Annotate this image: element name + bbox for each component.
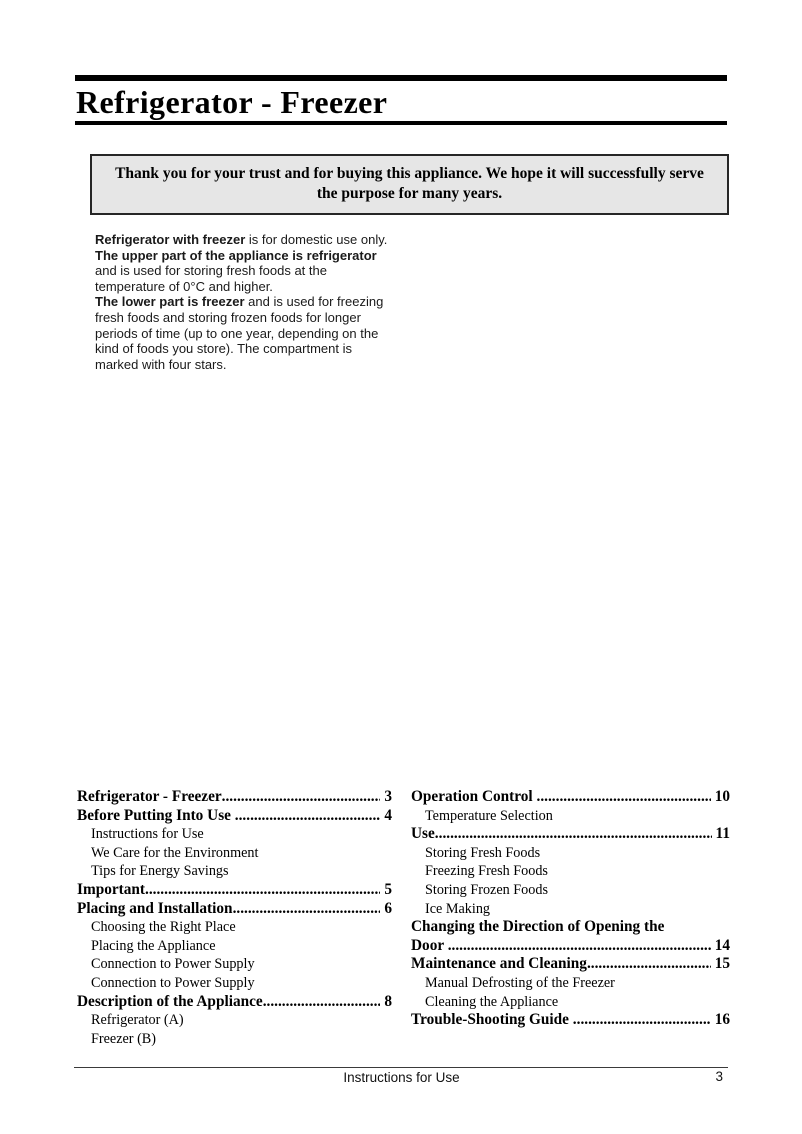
toc-entry-label: Tips for Energy Savings: [91, 863, 229, 880]
toc-entry-page: 15: [714, 955, 730, 973]
toc-entry: [77, 807, 392, 826]
dot-leader: [537, 788, 711, 807]
toc-entry-page: 3: [384, 788, 392, 805]
toc-entry-label: Operation Control: [411, 788, 537, 805]
footer-center-text: Instructions for Use: [343, 1070, 460, 1085]
page-title: Refrigerator - Freezer: [76, 84, 388, 120]
intro-p3-rest: and is used for freezing fresh foods and storing frozen foods for longer periods of time (up to one year, depending on the kind of foods you store). The compartment is marked with four stars.: [95, 294, 384, 372]
footer-page-number: 3: [715, 1069, 723, 1084]
toc-entry: [77, 900, 392, 919]
toc-entry: [77, 918, 392, 937]
toc-entry-label: Freezer (B): [91, 1030, 156, 1047]
toc-entry-label: Freezing Fresh Foods: [425, 863, 548, 880]
intro-p3-lead: The lower part is freezer: [95, 294, 245, 310]
toc-entry-label: Manual Defrosting of the Freezer: [425, 974, 615, 991]
toc-entry-label: We Care for the Environment: [91, 844, 259, 861]
toc-entry-label: Important: [77, 880, 145, 898]
dot-leader: [233, 900, 381, 919]
toc-entry: [77, 788, 392, 807]
toc-column-left: [77, 788, 392, 1048]
toc-entry-label: Before Putting Into Use: [77, 806, 235, 824]
dot-leader: [235, 807, 381, 826]
toc-entry-page: 11: [715, 825, 730, 843]
toc-entry-page: 14: [714, 936, 730, 954]
toc-entry-page: 10: [714, 788, 730, 805]
toc-entry: [77, 955, 392, 974]
toc-entry-label: Maintenance and Cleaning: [411, 955, 587, 973]
toc-entry-page: 16: [714, 1011, 730, 1029]
intro-p1-lead: Refrigerator with freezer: [95, 232, 246, 247]
title-top-bar: [75, 75, 727, 81]
toc-column-right: [411, 788, 730, 1048]
toc-entry-label: Temperature Selection: [425, 807, 553, 824]
dot-leader: [448, 937, 711, 956]
intro-paragraph-2: [95, 248, 391, 295]
toc-entry: [411, 844, 730, 863]
toc-entry: [411, 788, 730, 807]
intro-paragraph-1: [95, 232, 391, 248]
toc-entry-page: 6: [384, 899, 392, 917]
intro-p1-rest: is for domestic use only.: [245, 232, 388, 247]
toc-entry: [411, 807, 730, 826]
footer-rule: [74, 1067, 728, 1068]
dot-leader: [573, 1011, 711, 1030]
toc-entry: [77, 862, 392, 881]
toc-entry-label: Instructions for Use: [91, 826, 204, 843]
title-rule: [75, 121, 727, 125]
toc-entry-label: Description of the Appliance: [77, 992, 263, 1010]
toc-entry: [411, 937, 730, 956]
table-of-contents: [77, 788, 730, 1048]
toc-entry-label: Refrigerator - Freezer: [77, 788, 222, 805]
dot-leader: [587, 955, 711, 974]
toc-entry: [77, 844, 392, 863]
toc-entry-page: 8: [384, 992, 392, 1010]
dot-leader: [145, 881, 380, 900]
toc-entry-label: Ice Making: [425, 900, 491, 917]
thank-you-box: [90, 154, 729, 215]
dot-leader: [263, 993, 381, 1012]
toc-entry-label: Door: [411, 936, 448, 954]
toc-entry-label: Choosing the Right Place: [91, 919, 236, 936]
toc-entry: [77, 993, 392, 1012]
toc-entry-label: Connection to Power Supply: [91, 974, 255, 991]
toc-entry-label: Trouble-Shooting Guide: [411, 1011, 573, 1029]
toc-entry: [411, 881, 730, 900]
thank-you-text: Thank you for your trust and for buying this appliance. We hope it will successfully serve the purpose for many years.: [115, 165, 704, 202]
toc-entry: [77, 1030, 392, 1049]
toc-entry-label: Placing and Installation: [77, 899, 233, 917]
toc-entry: [411, 1011, 730, 1030]
toc-entry: [77, 1011, 392, 1030]
toc-entry: [411, 974, 730, 993]
toc-entry-label: Storing Frozen Foods: [425, 881, 548, 898]
toc-entry-label: Storing Fresh Foods: [425, 844, 541, 861]
toc-entry-page: 5: [384, 880, 392, 898]
intro-paragraph-3: [95, 294, 391, 372]
intro-p2-rest: and is used for storing fresh foods at the temperature of 0°C and higher.: [95, 263, 327, 294]
toc-entry-label: Refrigerator (A): [91, 1012, 184, 1029]
dot-leader: [435, 825, 712, 844]
toc-entry: [411, 955, 730, 974]
toc-entry: [411, 993, 730, 1012]
toc-entry: [77, 881, 392, 900]
toc-entry-label: Cleaning the Appliance: [425, 993, 559, 1010]
toc-entry: [411, 862, 730, 881]
toc-entry-page: 4: [384, 806, 392, 824]
toc-entry: [77, 974, 392, 993]
toc-entry-label: Use: [411, 825, 435, 843]
intro-paragraphs: [95, 232, 391, 372]
toc-entry: [411, 918, 730, 937]
toc-entry: [77, 937, 392, 956]
toc-entry: [77, 825, 392, 844]
toc-entry-label: Changing the Direction of Opening the: [411, 918, 665, 936]
toc-entry: [411, 825, 730, 844]
toc-entry-label: Placing the Appliance: [91, 937, 216, 954]
intro-p2-lead: The upper part of the appliance is refrigerator: [95, 247, 377, 263]
toc-entry-label: Connection to Power Supply: [91, 956, 255, 973]
toc-entry: [411, 900, 730, 919]
dot-leader: [222, 788, 381, 807]
